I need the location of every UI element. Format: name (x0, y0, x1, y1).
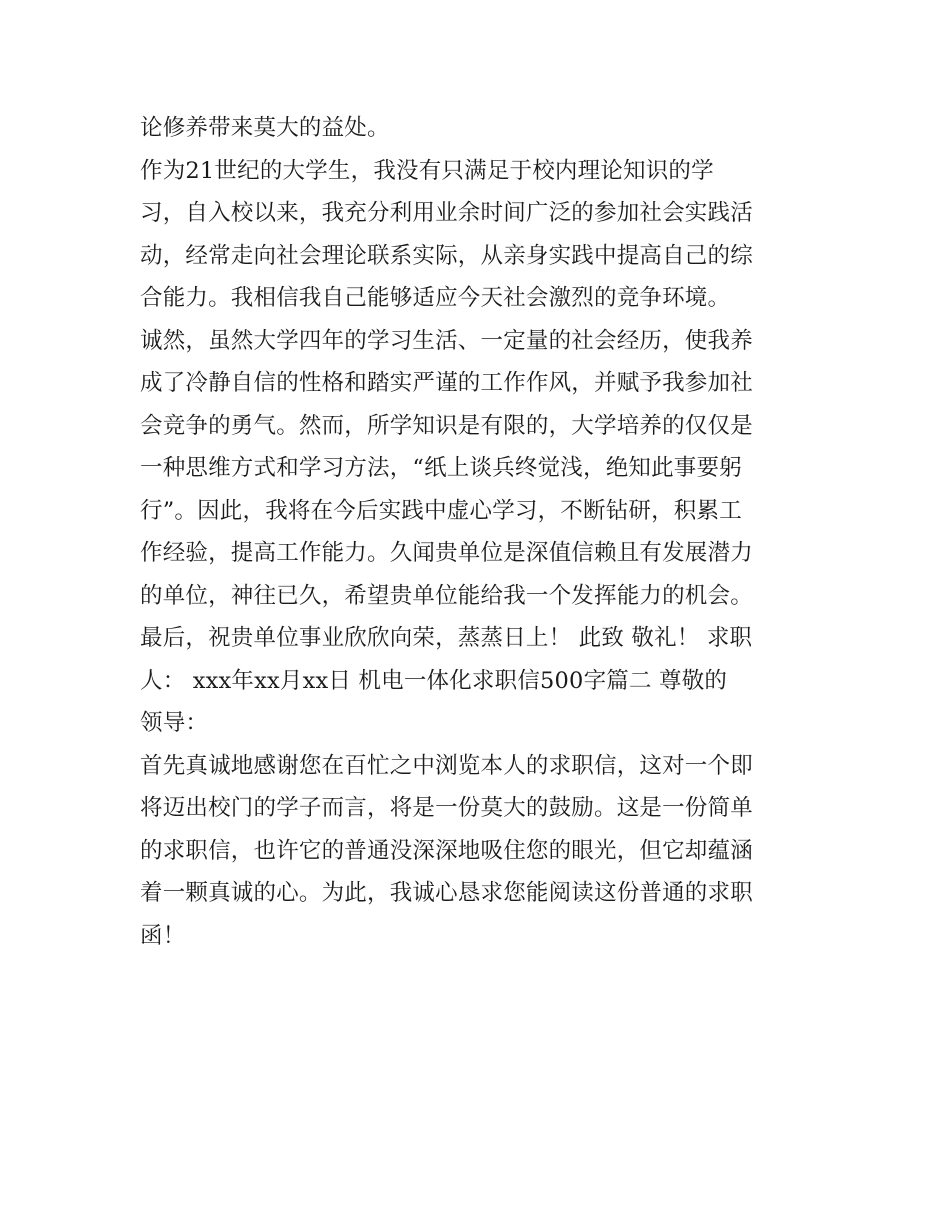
text-line: 动，经常走向社会理论联系实际，从亲身实践中提高自己的综 (140, 242, 753, 269)
text-line: 着一颗真诚的心。为此，我诚心恳求您能阅读这份普通的求职 (140, 880, 753, 906)
text-line: 习，自入校以来，我充分利用业余时间广泛的参加社会实践活 (140, 200, 753, 226)
text-line: 合能力。我相信我自己能够适应今天社会激烈的竞争环境。 (140, 285, 731, 311)
text-line: 论修养带来莫大的益处。 (140, 115, 390, 141)
text-line: 函！ (140, 922, 186, 949)
text-line: 首先真诚地感谢您在百忙之中浏览本人的求职信，这对一个即 (140, 752, 753, 779)
text-line: 人： xxx年xx月xx日 机电一体化求职信500字篇二 尊敬的 (140, 667, 728, 694)
text-line: 诚然，虽然大学四年的学习生活、一定量的社会经历，使我养 (140, 327, 753, 354)
text-line: 成了冷静自信的性格和踏实严谨的工作作风，并赋予我参加社 (140, 370, 753, 396)
text-line: 的求职信，也许它的普通没深深地吸住您的眼光，但它却蕴涵 (140, 837, 753, 864)
text-line: 将迈出校门的学子而言，将是一份莫大的鼓励。这是一份简单 (140, 795, 753, 821)
text-line: 领导： (140, 710, 209, 736)
body-text (140, 107, 820, 957)
text-line: 的单位，神往已久，希望贵单位能给我一个发挥能力的机会。 (140, 582, 753, 609)
text-line: 一种思维方式和学习方法，“纸上谈兵终觉浅，绝知此事要躬 (140, 455, 742, 481)
text-line: 作经验，提高工作能力。久闻贵单位是深值信赖且有发展潜力 (140, 540, 753, 566)
text-line: 作为21世纪的大学生，我没有只满足于校内理论知识的学 (140, 157, 714, 184)
text-line: 行”。因此，我将在今后实践中虚心学习，不断钻研，积累工 (140, 497, 742, 524)
text-line: 最后，祝贵单位事业欣欣向荣，蒸蒸日上！ 此致 敬礼！ 求职 (140, 625, 753, 651)
text-line: 会竞争的勇气。然而，所学知识是有限的，大学培养的仅仅是 (140, 412, 753, 439)
